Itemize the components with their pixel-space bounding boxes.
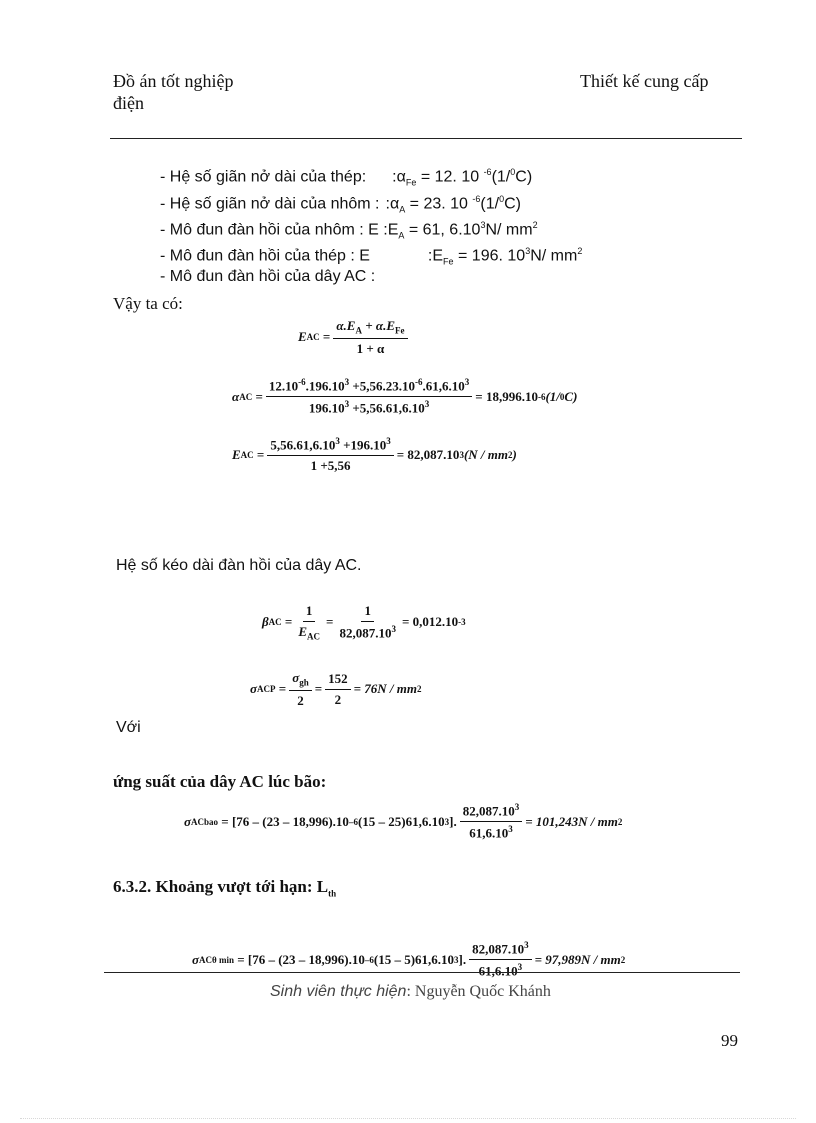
- equation-beta-ac: β AC = $\frac{1}{E_{AC}}$ = $\frac{1}{82,087.10^3}$ = 0,012.10 -3: [262, 603, 466, 642]
- footer-label: Sinh viên thực hiện: [270, 983, 407, 1000]
- bullet-ac-modulus: - Mô đun đàn hồi của dây AC :: [160, 268, 376, 285]
- footer-rule: [104, 972, 740, 973]
- bullet-steel-expansion: - Hệ số giãn nở dài của thép: $:\alpha_{Fe} = 12$. 10 $^{-6}$(1/$^0$C): [160, 167, 533, 188]
- equation-sigma-acp: σ ACP = $\frac{\sigma_{gh}}{2}$ = $\frac{152}{2}$ = 76N / mm 2: [250, 670, 422, 708]
- vay-ta-co: Vậy ta có:: [113, 294, 183, 313]
- footer-signature: [270, 983, 551, 1001]
- equation-e-ac-formula: E AC = $\frac{\alpha.E_A + \alpha.E_{Fe}}{1 + \alpha}$: [298, 318, 411, 357]
- bullet-aluminum-modulus: - Mô đun đàn hồi của nhôm : E $:E_A = 61$, 6.10$^3$N/ $mm^2$: [160, 220, 538, 241]
- header-left: [113, 70, 233, 114]
- equation-e-ac-value: E AC = $\frac{5,56.61,6.10^3 +196.10^3}{1 +5,56}$ = 82,087.10 3 (N / mm 2 ): [232, 436, 517, 474]
- equation-sigma-ac-bao: σ ACbao = [76 – (23 – 18,996).10 –6 (15 – 25)61,6.10 3 ]. $\frac{82,087.10^3}{61,6.10^3}$ = 101,243N / mm 2: [184, 802, 623, 841]
- header-right: Thiết kế cung cấp: [580, 71, 709, 91]
- ung-suat-heading: ứng suất của dây AC lúc bão:: [113, 772, 327, 791]
- equation-alpha-ac: α AC = $\frac{12.10^{-6}.196.10^3 +5,56.23.10^{-6}.61,6.10^3}{196.10^3 +5,56.61,6.10^3}$ = 18,996.10 -6 (1/ 0 C): [232, 377, 578, 416]
- equation-sigma-ac-min: σ ACθ min = [76 – (23 – 18,996).10 –6 (15 – 5)61,6.10 3 ]. $\frac{82,087.10^3}{61,6.10^3}$ = 97,989N / mm 2: [192, 940, 626, 979]
- header-left-line1: Đồ án tốt nghiệp: [113, 71, 234, 91]
- page-number: 99: [721, 1031, 738, 1050]
- bullet-aluminum-expansion: - Hệ số giãn nở dài của nhôm : $:\alpha_A = 23$. 10 $^{-6}$(1/$^0$C): [160, 194, 521, 215]
- voi: Với: [116, 719, 141, 736]
- page-bottom-edge: [20, 1118, 796, 1119]
- section-heading: 6.3.2. Khoảng vượt tới hạn: $L_{th}$: [113, 877, 337, 899]
- header-left-line2: điện: [113, 93, 144, 113]
- bullet-steel-modulus: - Mô đun đàn hồi của thép : E $:E_{Fe} = 196$. $10^3N/$ $mm^2$: [160, 246, 583, 267]
- footer-name: : Nguyễn Quốc Khánh: [406, 983, 551, 1000]
- header-rule: [110, 138, 742, 139]
- he-so-keo-dai: Hệ số kéo dài đàn hồi của dây AC.: [116, 557, 362, 574]
